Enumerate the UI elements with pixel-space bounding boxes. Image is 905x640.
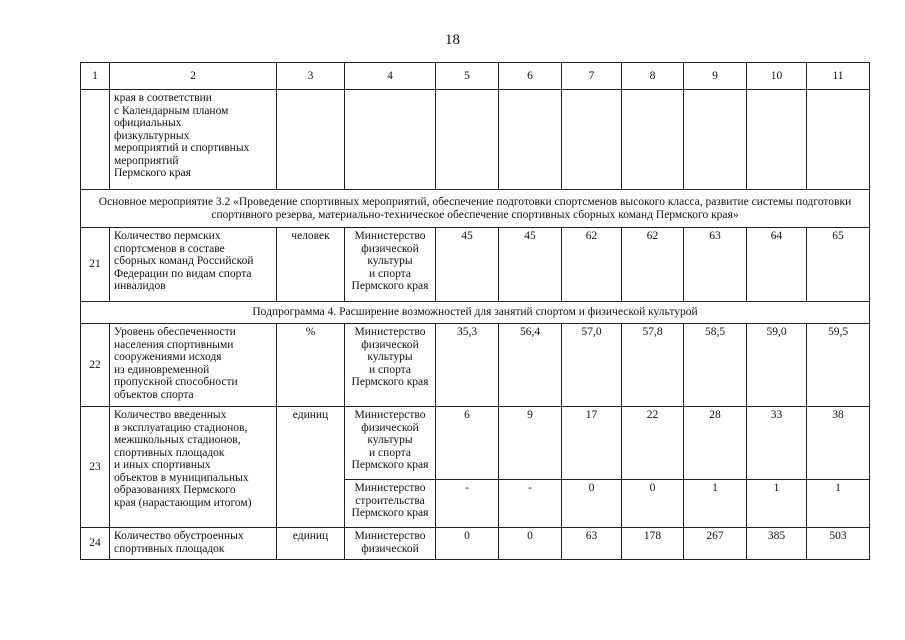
subprogram-title: Подпрограмма 4. Расширение возможностей для занятий спортом и физической культурой (81, 302, 870, 324)
ministry: Министерство физической культуры и спорта Пермского края (345, 324, 436, 407)
indicator-text: Количество введенных в эксплуатацию стадионов, межшкольных стадионов, спортивных площадок и иных спортивных объектов в муниципальных образованиях Пермского края (нарастающим итогом) (110, 407, 277, 528)
value-cell: 56,4 (499, 324, 562, 407)
col-header-8: 8 (622, 63, 684, 90)
value-cell: 38 (807, 407, 870, 480)
row-number: 21 (81, 228, 110, 302)
value-cell: 57,8 (622, 324, 684, 407)
value-cell: 0 (622, 480, 684, 528)
table-row-21 (81, 228, 870, 302)
value-cell: 62 (622, 228, 684, 302)
indicator-text: Уровень обеспеченности населения спортивными сооружениями исходя из единовременной пропускной способности объектов спорта (110, 324, 277, 407)
value-cell: 385 (747, 528, 807, 560)
ministry: Министерство физической (345, 528, 436, 560)
value-cell: - (436, 480, 499, 528)
row-number: 22 (81, 324, 110, 407)
table-row-24 (81, 528, 870, 560)
value-cell: 0 (436, 528, 499, 560)
col-header-2: 2 (110, 63, 277, 90)
value-cell: 0 (499, 528, 562, 560)
value-cell: 33 (747, 407, 807, 480)
value-cell: 63 (684, 228, 747, 302)
value-cell: 64 (747, 228, 807, 302)
row-number: 24 (81, 528, 110, 560)
value-cell: 1 (807, 480, 870, 528)
table-row-23a (81, 407, 870, 480)
section-row-3-2 (81, 190, 870, 228)
ministry: Министерство физической культуры и спорта Пермского края (345, 407, 436, 480)
value-cell: 1 (747, 480, 807, 528)
value-cell: 63 (562, 528, 622, 560)
col-header-7: 7 (562, 63, 622, 90)
col-header-6: 6 (499, 63, 562, 90)
value-cell: 17 (562, 407, 622, 480)
value-cell: 9 (499, 407, 562, 480)
row-number: 23 (81, 407, 110, 528)
value-cell: 6 (436, 407, 499, 480)
value-cell: 35,3 (436, 324, 499, 407)
value-cell: 0 (562, 480, 622, 528)
value-cell: 58,5 (684, 324, 747, 407)
unit: % (277, 324, 345, 407)
value-cell: 503 (807, 528, 870, 560)
indicators-table (80, 62, 870, 560)
value-cell: 28 (684, 407, 747, 480)
column-header-row (81, 63, 870, 90)
col-header-4: 4 (345, 63, 436, 90)
col-header-3: 3 (277, 63, 345, 90)
ministry: Министерство физической культуры и спорта Пермского края (345, 228, 436, 302)
subprogram-row-4 (81, 302, 870, 324)
indicator-text: Количество пермских спортсменов в составе сборных команд Российской Федерации по видам спорта инвалидов (110, 228, 277, 302)
value-cell: 57,0 (562, 324, 622, 407)
value-cell: - (499, 480, 562, 528)
table-row-continuation (81, 90, 870, 190)
value-cell: 45 (499, 228, 562, 302)
unit: единиц (277, 528, 345, 560)
col-header-11: 11 (807, 63, 870, 90)
unit: единиц (277, 407, 345, 528)
col-header-5: 5 (436, 63, 499, 90)
value-cell: 267 (684, 528, 747, 560)
indicator-text: края в соответствии с Календарным планом официальных физкультурных мероприятий и спортивных мероприятий Пермского края (110, 90, 277, 190)
value-cell: 178 (622, 528, 684, 560)
ministry: Министерство строительства Пермского края (345, 480, 436, 528)
unit: человек (277, 228, 345, 302)
value-cell: 1 (684, 480, 747, 528)
table-row-22 (81, 324, 870, 407)
col-header-10: 10 (747, 63, 807, 90)
value-cell: 62 (562, 228, 622, 302)
value-cell: 59,5 (807, 324, 870, 407)
value-cell: 45 (436, 228, 499, 302)
section-title: Основное мероприятие 3.2 «Проведение спортивных мероприятий, обеспечение подготовки спортсменов высокого класса, развитие системы подготовки спортивного резерва, материально-техническое обеспечение спортивных сборных команд Пермского края» (81, 190, 870, 228)
value-cell: 59,0 (747, 324, 807, 407)
col-header-1: 1 (81, 63, 110, 90)
indicator-text: Количество обустроенных спортивных площадок (110, 528, 277, 560)
col-header-9: 9 (684, 63, 747, 90)
page-number: 18 (445, 32, 460, 48)
value-cell: 22 (622, 407, 684, 480)
value-cell: 65 (807, 228, 870, 302)
